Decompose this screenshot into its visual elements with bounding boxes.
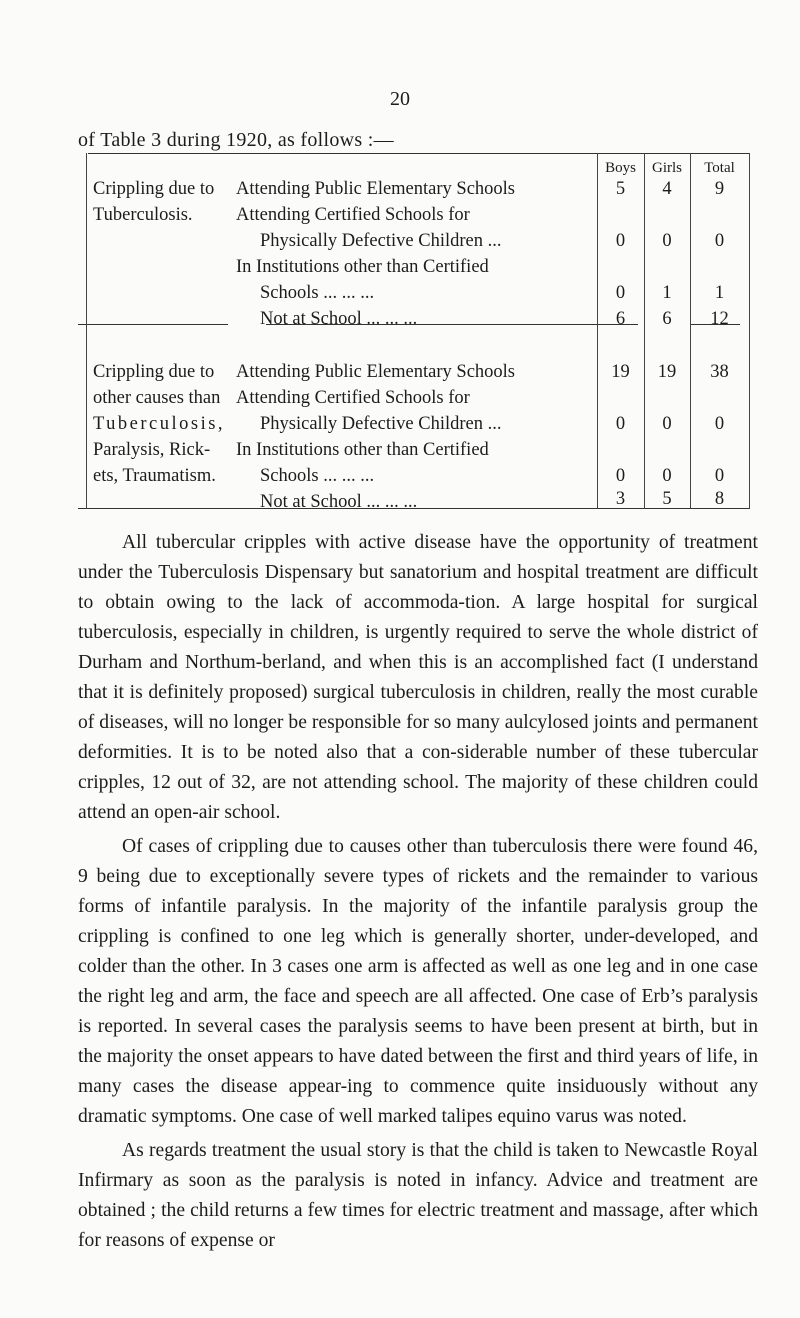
row-label: In Institutions other than Certified xyxy=(236,440,489,460)
row-label: Attending Public Elementary Schools xyxy=(236,179,515,199)
row-label: Attending Public Elementary Schools xyxy=(236,362,515,382)
g2-r4-girls: 5 xyxy=(662,489,672,509)
group-label-line: Tuberculosis, xyxy=(93,414,226,434)
row-label: Schools ... ... ... xyxy=(260,466,375,486)
group-label-line: Paralysis, Rick- xyxy=(93,440,211,460)
g1-r1-boys: 5 xyxy=(615,179,626,199)
column-rule-1 xyxy=(86,153,87,509)
g2-r2-boys: 0 xyxy=(615,414,626,434)
group-2-label xyxy=(93,359,225,489)
group-label-line: Tuberculosis. xyxy=(93,205,193,225)
row-label: Not at School ... ... ... xyxy=(260,309,418,329)
paragraph: As regards treatment the usual story is that the child is taken to Newcastle Royal Infirmary as soon as the paralysis is noted in infancy. Advice and treatment are obtained ; the child returns a few times for electric treatment and massage, after which for reasons of expense or xyxy=(78,1140,758,1251)
g2-r4-boys: 3 xyxy=(615,489,626,509)
row-label: Physically Defective Children ... xyxy=(260,231,502,251)
g1-r2-girls: 0 xyxy=(662,231,672,251)
row-label: Attending Certified Schools for xyxy=(236,205,470,225)
g2-r4-total: 8 xyxy=(714,489,725,509)
group-label-line: Crippling due to xyxy=(93,179,215,199)
paragraph: All tubercular cripples with active disease have the opportunity of treatment under the Tuberculosis Dispensary but sanatorium and hospital treatment are difficult to obtain owing to the lack of accommoda-tion. A large hospital for surgical tuberculosis, especially in children, is urgently required to serve the whole district of Durham and Northum-berland, and when this is an accomplished fact (I understand that it is definitely proposed) surgical tuberculosis in children, really the most curable of diseases, will no longer be responsible for so many aulcylosed joints and permanent deformities. It is to be noted also that a con-siderable number of these tubercular cripples, 12 out of 32, are not attending school. The majority of these children could attend an open-air school. xyxy=(78,532,758,823)
g1-r1-girls: 4 xyxy=(662,179,672,199)
cripples-table xyxy=(78,153,750,512)
intro-line: of Table 3 during 1920, as follows :— xyxy=(78,129,394,151)
group-label-line: Crippling due to xyxy=(93,362,215,382)
row-label: Not at School ... ... ... xyxy=(260,492,418,512)
row-label: Physically Defective Children ... xyxy=(260,414,502,434)
g2-r3-girls: 0 xyxy=(662,466,672,486)
row-label: Schools ... ... ... xyxy=(260,283,375,303)
g1-r4-total: 12 xyxy=(710,309,729,329)
group-1-label xyxy=(93,176,214,228)
group-label-line: ets, Traumatism. xyxy=(93,466,216,486)
g1-r2-boys: 0 xyxy=(615,231,626,251)
page-number: 20 xyxy=(390,88,410,110)
column-rule-5 xyxy=(749,153,750,509)
g1-r2-total: 0 xyxy=(714,231,725,251)
g1-r1-total: 9 xyxy=(714,179,725,199)
header-girls: Girls xyxy=(652,160,682,176)
header-boys: Boys xyxy=(605,160,636,176)
g2-r3-boys: 0 xyxy=(615,466,626,486)
g2-r1-boys: 19 xyxy=(611,362,630,382)
g2-r2-girls: 0 xyxy=(662,414,672,434)
header-total: Total xyxy=(704,160,735,176)
g2-r3-total: 0 xyxy=(714,466,725,486)
group-2-rows xyxy=(236,359,515,515)
row-label: In Institutions other than Certified xyxy=(236,257,489,277)
g1-r3-boys: 0 xyxy=(615,283,626,303)
body-text xyxy=(78,528,758,1256)
paragraph: Of cases of crippling due to causes other than tuberculosis there were found 46, 9 being due to exceptionally severe types of rickets and the remainder to various forms of infantile paralysis. In the majority of the infantile paralysis group the crippling is confined to one leg which is generally shorter, under-developed, and colder than the other. In 3 cases one arm is affected as well as one leg and in one case the right leg and arm, the face and speech are all affected. One case of Erb’s paralysis is reported. In several cases the paralysis seems to have been present at birth, but in the majority the onset appears to have dated between the first and third years of life, in many cases the disease appear-ing to commence quite insiduously without any dramatic symptoms. One case of well marked talipes equino varus was noted. xyxy=(78,836,758,1127)
group-divider-left xyxy=(78,324,228,325)
g1-r3-total: 1 xyxy=(714,283,725,303)
group-1-rows xyxy=(236,176,515,332)
g1-r4-girls: 6 xyxy=(662,309,672,329)
group-label-line: other causes than xyxy=(93,388,221,408)
g2-r1-total: 38 xyxy=(710,362,729,382)
table-top-rule xyxy=(88,153,750,154)
g2-r1-girls: 19 xyxy=(657,362,677,382)
g2-r2-total: 0 xyxy=(714,414,725,434)
row-label: Attending Certified Schools for xyxy=(236,388,470,408)
g1-r4-boys: 6 xyxy=(615,309,626,329)
g1-r3-girls: 1 xyxy=(662,283,672,303)
